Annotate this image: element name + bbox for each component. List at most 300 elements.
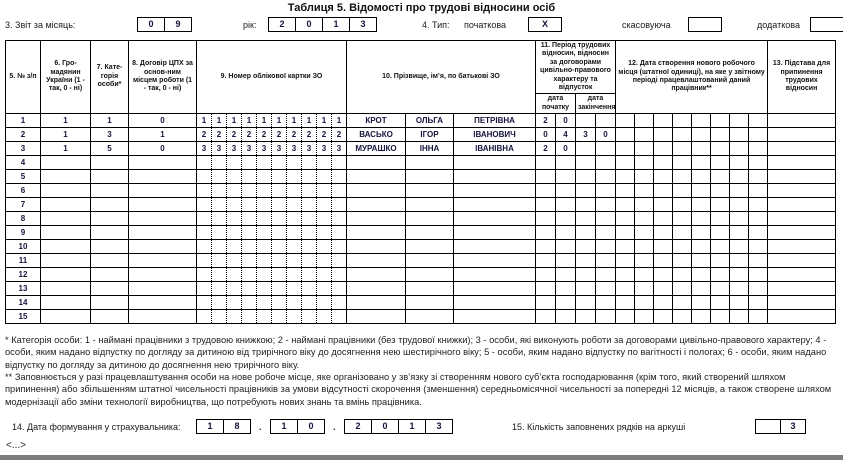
citizen-cell[interactable] [41,198,91,212]
report-year-input[interactable] [268,17,377,32]
end-date-digit-cell[interactable] [576,240,596,254]
card-digit-cell[interactable] [272,198,287,212]
termination-cell[interactable] [768,184,836,198]
job-created-digit-cell[interactable] [654,142,673,156]
job-created-digit-cell[interactable] [616,254,635,268]
card-digit-cell[interactable] [332,184,347,198]
job-created-digit-cell[interactable] [616,226,635,240]
start-date-digit-cell[interactable] [536,282,556,296]
job-created-digit-cell[interactable] [749,254,768,268]
citizen-cell[interactable] [41,212,91,226]
job-created-digit-cell[interactable] [749,212,768,226]
job-created-digit-cell[interactable] [692,310,711,324]
first-name-cell[interactable] [406,282,454,296]
job-created-digit-cell[interactable] [635,156,654,170]
job-created-digit-cell[interactable] [692,156,711,170]
year-digit-cell[interactable]: 3 [349,18,376,31]
end-date-digit-cell[interactable] [596,310,616,324]
job-created-digit-cell[interactable] [673,268,692,282]
termination-cell[interactable] [768,282,836,296]
row-number-cell[interactable]: 14 [6,296,41,310]
citizen-cell[interactable] [41,268,91,282]
termination-cell[interactable] [768,212,836,226]
cpx-contract-cell[interactable] [129,254,197,268]
card-digit-cell[interactable] [242,156,257,170]
first-name-cell[interactable] [406,156,454,170]
card-digit-cell[interactable] [212,226,227,240]
category-cell[interactable] [91,254,129,268]
category-cell[interactable] [91,170,129,184]
card-digit-cell[interactable] [287,226,302,240]
rows-count-input[interactable] [755,419,806,434]
surname-cell[interactable] [347,310,406,324]
year-digit-cell[interactable]: 2 [279,19,285,29]
card-digit-cell[interactable] [317,156,332,170]
category-cell[interactable] [91,310,129,324]
job-created-digit-cell[interactable] [635,198,654,212]
job-created-digit-cell[interactable] [616,184,635,198]
patronymic-cell[interactable]: ПЕТРІВНА [454,114,536,128]
job-created-digit-cell[interactable] [692,198,711,212]
job-created-digit-cell[interactable] [654,240,673,254]
citizen-cell[interactable]: 1 [41,142,91,156]
surname-cell[interactable] [347,184,406,198]
patronymic-cell[interactable]: ІВАНОВИЧ [454,128,536,142]
job-created-digit-cell[interactable] [616,268,635,282]
first-name-cell[interactable] [406,212,454,226]
card-digit-cell[interactable] [332,156,347,170]
card-digit-cell[interactable] [227,184,242,198]
citizen-cell[interactable] [41,170,91,184]
end-date-digit-cell[interactable] [576,212,596,226]
type-additional-checkbox[interactable] [810,17,843,32]
termination-cell[interactable] [768,310,836,324]
card-digit-cell[interactable] [302,226,317,240]
job-created-digit-cell[interactable] [635,128,654,142]
patronymic-cell[interactable]: ІВАНІВНА [454,142,536,156]
job-created-digit-cell[interactable] [711,268,730,282]
formation-month-input[interactable] [270,419,325,434]
card-digit-cell[interactable] [197,226,212,240]
job-created-digit-cell[interactable] [749,184,768,198]
first-name-cell[interactable]: ІННА [406,142,454,156]
card-digit-cell[interactable] [317,310,332,324]
card-digit-cell[interactable] [287,170,302,184]
surname-cell[interactable] [347,268,406,282]
card-digit-cell[interactable]: 1 [227,114,242,128]
day-digit-cell[interactable]: 1 [207,421,213,431]
cpx-contract-cell[interactable] [129,170,197,184]
citizen-cell[interactable]: 1 [41,128,91,142]
card-digit-cell[interactable] [272,226,287,240]
job-created-digit-cell[interactable] [730,114,749,128]
job-created-digit-cell[interactable] [730,254,749,268]
card-digit-cell[interactable] [302,240,317,254]
job-created-digit-cell[interactable] [749,226,768,240]
card-digit-cell[interactable] [302,310,317,324]
job-created-digit-cell[interactable] [692,212,711,226]
end-date-digit-cell[interactable] [576,282,596,296]
first-name-cell[interactable] [406,296,454,310]
card-digit-cell[interactable] [197,268,212,282]
end-date-digit-cell[interactable] [576,296,596,310]
job-created-digit-cell[interactable] [711,282,730,296]
card-digit-cell[interactable] [242,254,257,268]
job-created-digit-cell[interactable] [635,142,654,156]
end-date-digit-cell[interactable] [596,296,616,310]
end-date-digit-cell[interactable] [576,170,596,184]
job-created-digit-cell[interactable] [692,296,711,310]
card-digit-cell[interactable]: 3 [332,142,347,156]
job-created-digit-cell[interactable] [711,296,730,310]
surname-cell[interactable] [347,226,406,240]
card-digit-cell[interactable] [317,170,332,184]
termination-cell[interactable] [768,170,836,184]
job-created-digit-cell[interactable] [692,170,711,184]
termination-cell[interactable] [768,114,836,128]
job-created-digit-cell[interactable] [654,198,673,212]
card-digit-cell[interactable] [317,212,332,226]
start-date-digit-cell[interactable] [556,184,576,198]
citizen-cell[interactable] [41,254,91,268]
job-created-digit-cell[interactable] [616,114,635,128]
first-name-cell[interactable] [406,226,454,240]
job-created-digit-cell[interactable] [711,212,730,226]
job-created-digit-cell[interactable] [673,198,692,212]
card-digit-cell[interactable] [272,170,287,184]
job-created-digit-cell[interactable] [711,142,730,156]
end-date-digit-cell[interactable] [596,254,616,268]
start-date-digit-cell[interactable]: 2 [536,142,556,156]
card-digit-cell[interactable]: 3 [227,142,242,156]
card-digit-cell[interactable] [302,212,317,226]
row-number-cell[interactable]: 4 [6,156,41,170]
category-cell[interactable] [91,212,129,226]
citizen-cell[interactable]: 1 [41,114,91,128]
card-digit-cell[interactable] [242,226,257,240]
job-created-digit-cell[interactable] [654,128,673,142]
year-digit-cell[interactable]: 0 [295,18,322,31]
card-digit-cell[interactable] [227,156,242,170]
row-number-cell[interactable]: 6 [6,184,41,198]
job-created-digit-cell[interactable] [635,170,654,184]
patronymic-cell[interactable] [454,254,536,268]
year-digit-cell[interactable]: 1 [322,18,349,31]
card-digit-cell[interactable] [197,198,212,212]
report-month-input[interactable] [137,17,192,32]
card-digit-cell[interactable] [332,254,347,268]
category-cell[interactable] [91,240,129,254]
job-created-digit-cell[interactable] [692,128,711,142]
card-digit-cell[interactable] [227,226,242,240]
cpx-contract-cell[interactable] [129,268,197,282]
card-digit-cell[interactable] [272,240,287,254]
patronymic-cell[interactable] [454,156,536,170]
card-digit-cell[interactable]: 3 [242,142,257,156]
formation-day-input[interactable] [196,419,251,434]
card-digit-cell[interactable]: 3 [257,142,272,156]
job-created-digit-cell[interactable] [654,268,673,282]
job-created-digit-cell[interactable] [749,198,768,212]
end-date-digit-cell[interactable] [596,282,616,296]
end-date-digit-cell[interactable]: 3 [576,128,596,142]
cpx-contract-cell[interactable] [129,240,197,254]
job-created-digit-cell[interactable] [692,282,711,296]
year-digit-cell[interactable]: 3 [425,420,452,433]
card-digit-cell[interactable] [197,254,212,268]
card-digit-cell[interactable]: 1 [272,114,287,128]
surname-cell[interactable] [347,170,406,184]
card-digit-cell[interactable] [332,170,347,184]
card-digit-cell[interactable] [302,282,317,296]
card-digit-cell[interactable] [197,184,212,198]
end-date-digit-cell[interactable] [596,184,616,198]
end-date-digit-cell[interactable] [596,156,616,170]
row-number-cell[interactable]: 8 [6,212,41,226]
card-digit-cell[interactable]: 1 [242,114,257,128]
job-created-digit-cell[interactable] [730,198,749,212]
job-created-digit-cell[interactable] [749,128,768,142]
termination-cell[interactable] [768,198,836,212]
year-digit-cell[interactable]: 1 [398,420,425,433]
job-created-digit-cell[interactable] [635,184,654,198]
card-digit-cell[interactable] [227,282,242,296]
card-digit-cell[interactable] [227,212,242,226]
job-created-digit-cell[interactable] [673,212,692,226]
card-digit-cell[interactable] [257,310,272,324]
category-cell[interactable] [91,226,129,240]
card-digit-cell[interactable] [287,254,302,268]
card-digit-cell[interactable] [302,198,317,212]
job-created-digit-cell[interactable] [749,240,768,254]
job-created-digit-cell[interactable] [673,142,692,156]
cpx-contract-cell[interactable] [129,212,197,226]
card-digit-cell[interactable] [332,268,347,282]
category-cell[interactable] [91,296,129,310]
surname-cell[interactable] [347,296,406,310]
card-digit-cell[interactable] [302,268,317,282]
job-created-digit-cell[interactable] [730,296,749,310]
card-digit-cell[interactable] [302,156,317,170]
job-created-digit-cell[interactable] [673,128,692,142]
start-date-digit-cell[interactable] [556,156,576,170]
category-cell[interactable]: 3 [91,128,129,142]
card-digit-cell[interactable] [272,296,287,310]
job-created-digit-cell[interactable] [730,212,749,226]
row-number-cell[interactable]: 5 [6,170,41,184]
start-date-digit-cell[interactable] [536,310,556,324]
card-digit-cell[interactable] [272,282,287,296]
card-digit-cell[interactable] [257,170,272,184]
job-created-digit-cell[interactable] [635,282,654,296]
card-digit-cell[interactable] [317,184,332,198]
end-date-digit-cell[interactable] [596,170,616,184]
card-digit-cell[interactable] [287,240,302,254]
job-created-digit-cell[interactable] [730,282,749,296]
patronymic-cell[interactable] [454,310,536,324]
card-digit-cell[interactable] [287,282,302,296]
citizen-cell[interactable] [41,240,91,254]
job-created-digit-cell[interactable] [692,226,711,240]
job-created-digit-cell[interactable] [635,310,654,324]
end-date-digit-cell[interactable] [576,184,596,198]
end-date-digit-cell[interactable] [596,198,616,212]
card-digit-cell[interactable]: 1 [212,114,227,128]
card-digit-cell[interactable] [257,226,272,240]
job-created-digit-cell[interactable] [654,156,673,170]
job-created-digit-cell[interactable] [673,226,692,240]
card-digit-cell[interactable] [212,240,227,254]
card-digit-cell[interactable] [317,268,332,282]
card-digit-cell[interactable]: 1 [257,114,272,128]
job-created-digit-cell[interactable] [635,296,654,310]
start-date-digit-cell[interactable] [556,170,576,184]
card-digit-cell[interactable]: 2 [212,128,227,142]
job-created-digit-cell[interactable] [673,156,692,170]
surname-cell[interactable]: КРОТ [347,114,406,128]
card-digit-cell[interactable] [272,212,287,226]
card-digit-cell[interactable] [242,296,257,310]
card-digit-cell[interactable] [212,184,227,198]
start-date-digit-cell[interactable] [556,310,576,324]
job-created-digit-cell[interactable] [616,212,635,226]
job-created-digit-cell[interactable] [616,142,635,156]
card-digit-cell[interactable] [227,310,242,324]
card-digit-cell[interactable]: 2 [257,128,272,142]
card-digit-cell[interactable] [227,198,242,212]
termination-cell[interactable] [768,268,836,282]
job-created-digit-cell[interactable] [730,240,749,254]
job-created-digit-cell[interactable] [654,226,673,240]
job-created-digit-cell[interactable] [635,226,654,240]
cpx-contract-cell[interactable]: 0 [129,114,197,128]
job-created-digit-cell[interactable] [616,240,635,254]
job-created-digit-cell[interactable] [692,142,711,156]
row-number-cell[interactable]: 3 [6,142,41,156]
card-digit-cell[interactable] [212,170,227,184]
card-digit-cell[interactable] [332,226,347,240]
card-digit-cell[interactable]: 2 [272,128,287,142]
card-digit-cell[interactable] [287,268,302,282]
start-date-digit-cell[interactable]: 0 [536,128,556,142]
card-digit-cell[interactable] [257,296,272,310]
year-digit-cell[interactable]: 0 [371,420,398,433]
cpx-contract-cell[interactable] [129,296,197,310]
card-digit-cell[interactable] [197,156,212,170]
job-created-digit-cell[interactable] [635,268,654,282]
termination-cell[interactable] [768,156,836,170]
job-created-digit-cell[interactable] [711,198,730,212]
card-digit-cell[interactable] [317,226,332,240]
surname-cell[interactable] [347,254,406,268]
end-date-digit-cell[interactable]: 0 [596,128,616,142]
card-digit-cell[interactable]: 1 [302,114,317,128]
patronymic-cell[interactable] [454,212,536,226]
job-created-digit-cell[interactable] [749,114,768,128]
start-date-digit-cell[interactable]: 0 [556,142,576,156]
card-digit-cell[interactable] [332,240,347,254]
start-date-digit-cell[interactable] [536,240,556,254]
card-digit-cell[interactable] [257,184,272,198]
card-digit-cell[interactable] [257,282,272,296]
category-cell[interactable] [91,156,129,170]
card-digit-cell[interactable] [197,310,212,324]
cpx-contract-cell[interactable] [129,184,197,198]
card-digit-cell[interactable] [227,296,242,310]
card-digit-cell[interactable] [302,170,317,184]
job-created-digit-cell[interactable] [635,114,654,128]
start-date-digit-cell[interactable] [536,170,556,184]
job-created-digit-cell[interactable] [711,170,730,184]
card-digit-cell[interactable]: 1 [197,114,212,128]
start-date-digit-cell[interactable] [536,156,556,170]
card-digit-cell[interactable] [302,296,317,310]
start-date-digit-cell[interactable]: 2 [536,114,556,128]
start-date-digit-cell[interactable] [556,198,576,212]
card-digit-cell[interactable] [302,254,317,268]
job-created-digit-cell[interactable] [673,254,692,268]
card-digit-cell[interactable]: 3 [212,142,227,156]
cpx-contract-cell[interactable]: 1 [129,128,197,142]
termination-cell[interactable] [768,240,836,254]
job-created-digit-cell[interactable] [730,268,749,282]
job-created-digit-cell[interactable] [711,156,730,170]
citizen-cell[interactable] [41,310,91,324]
row-number-cell[interactable]: 7 [6,198,41,212]
card-digit-cell[interactable]: 3 [197,142,212,156]
job-created-digit-cell[interactable] [673,170,692,184]
job-created-digit-cell[interactable] [673,114,692,128]
job-created-digit-cell[interactable] [692,184,711,198]
end-date-digit-cell[interactable] [576,198,596,212]
job-created-digit-cell[interactable] [730,128,749,142]
job-created-digit-cell[interactable] [730,170,749,184]
card-digit-cell[interactable] [287,310,302,324]
job-created-digit-cell[interactable] [654,254,673,268]
start-date-digit-cell[interactable]: 0 [556,114,576,128]
card-digit-cell[interactable] [287,198,302,212]
card-digit-cell[interactable] [332,282,347,296]
card-digit-cell[interactable]: 1 [287,114,302,128]
card-digit-cell[interactable] [242,184,257,198]
start-date-digit-cell[interactable] [556,296,576,310]
card-digit-cell[interactable] [212,198,227,212]
day-digit-cell[interactable]: 8 [223,420,250,433]
first-name-cell[interactable] [406,198,454,212]
job-created-digit-cell[interactable] [654,212,673,226]
row-number-cell[interactable]: 12 [6,268,41,282]
cpx-contract-cell[interactable] [129,282,197,296]
job-created-digit-cell[interactable] [749,310,768,324]
job-created-digit-cell[interactable] [673,282,692,296]
card-digit-cell[interactable] [272,156,287,170]
row-number-cell[interactable]: 13 [6,282,41,296]
citizen-cell[interactable] [41,282,91,296]
card-digit-cell[interactable] [287,184,302,198]
start-date-digit-cell[interactable] [556,212,576,226]
start-date-digit-cell[interactable]: 4 [556,128,576,142]
first-name-cell[interactable] [406,268,454,282]
type-initial-value[interactable]: X [541,19,548,29]
patronymic-cell[interactable] [454,240,536,254]
cpx-contract-cell[interactable] [129,198,197,212]
job-created-digit-cell[interactable] [616,296,635,310]
month-digit-cell[interactable]: 9 [164,18,191,31]
job-created-digit-cell[interactable] [673,310,692,324]
patronymic-cell[interactable] [454,198,536,212]
card-digit-cell[interactable] [257,268,272,282]
month-digit-cell[interactable]: 0 [148,19,154,29]
